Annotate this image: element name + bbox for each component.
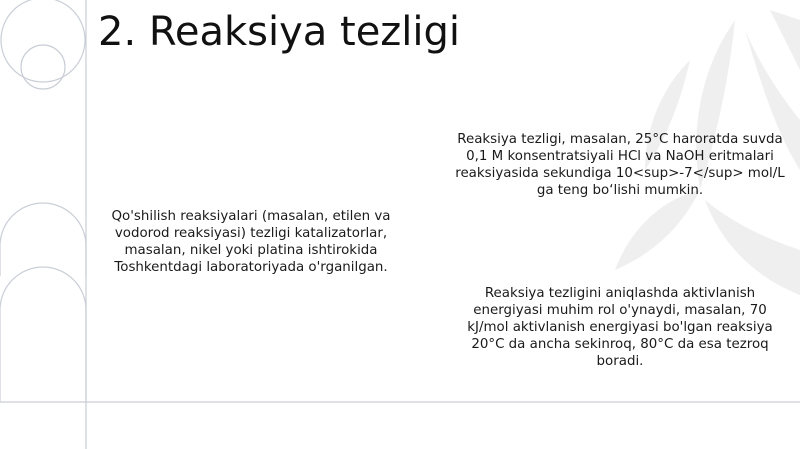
paragraph-addition-reactions: Qo'shilish reaksiyalari (masalan, etilen va vodorod reaksiyasi) tezligi katalizatorlar, masalan, nikel yoki platina ishtirokida Toshkentdagi laboratoriyada o'rganilgan. — [111, 209, 391, 275]
slide-title: 2. Reaksiya tezligi — [98, 9, 461, 55]
paragraph-activation-energy: Reaksiya tezligini aniqlashda aktivlanish energiyasi muhim rol o'ynaydi, masalan, 70 kJ/mol aktivlanish energiyasi bo'lgan reaksiya 20°C da ancha sekinroq, 80°C da esa tezroq boradi. — [467, 286, 773, 369]
outline-arch-upper — [0, 203, 86, 276]
outline-arch-lower — [0, 267, 86, 402]
paragraph-reaction-rate-example: Reaksiya tezligi, masalan, 25°C haroratda suvda 0,1 M konsentratsiyali HCl va NaOH eritmalari reaksiyasida sekundiga 10<sup>-7</sup> mol/L ga teng bo‘lishi mumkin. — [455, 132, 785, 198]
outline-circle-large — [1, 0, 85, 82]
